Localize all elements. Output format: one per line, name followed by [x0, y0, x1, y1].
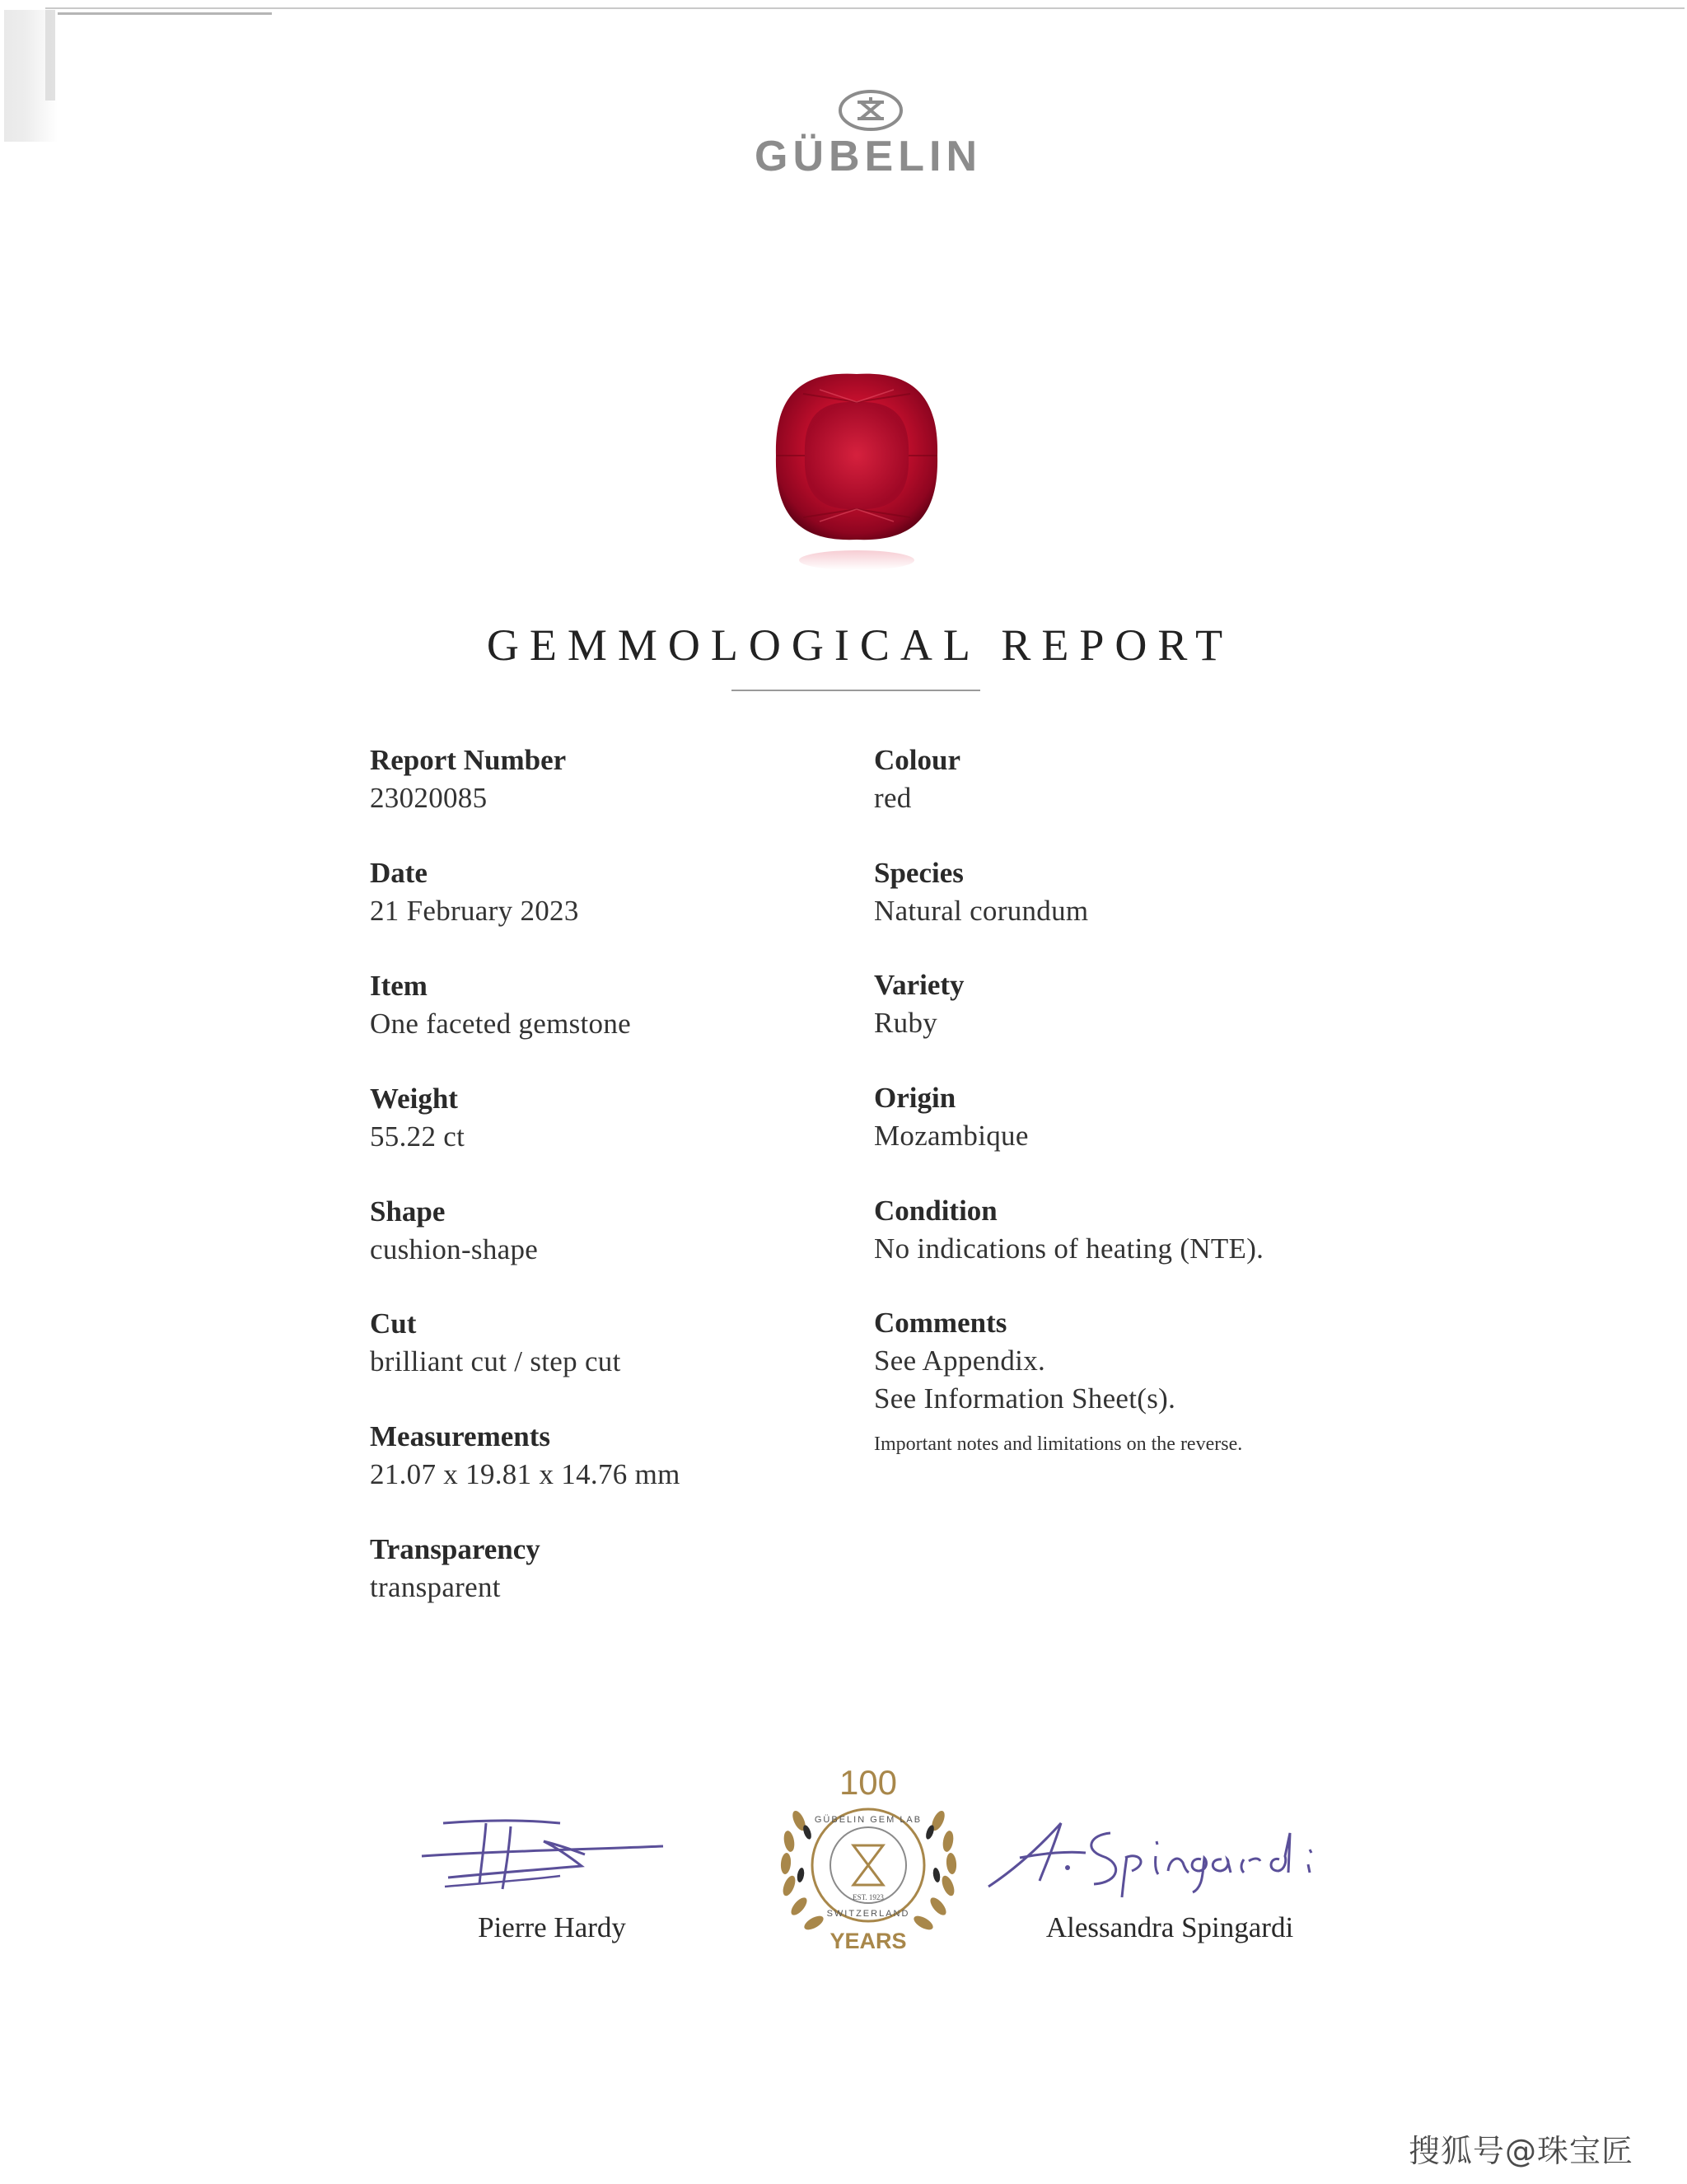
source-watermark: 搜狐号@珠宝匠 — [1409, 2133, 1634, 2169]
field-value: transparent — [370, 1571, 501, 1603]
field-label: Colour — [874, 744, 960, 776]
field-value-second-line: See Information Sheet(s). — [874, 1382, 1176, 1415]
field-value: Ruby — [874, 1007, 938, 1039]
field-transparency — [370, 1531, 540, 1606]
field-comments — [874, 1304, 1175, 1418]
field-value: 55.22 ct — [370, 1120, 465, 1153]
field-label: Transparency — [370, 1533, 540, 1565]
field-label: Weight — [370, 1083, 458, 1115]
important-notes: Important notes and limitations on the reverse. — [874, 1433, 1243, 1455]
field-date — [370, 854, 579, 930]
field-value: brilliant cut / step cut — [370, 1345, 621, 1377]
field-label: Condition — [874, 1195, 998, 1227]
field-value: One faceted gemstone — [370, 1008, 631, 1040]
field-value: Natural corundum — [874, 895, 1089, 927]
field-label: Species — [874, 857, 964, 889]
field-value: red — [874, 782, 912, 814]
brand-logo-text: GÜBELIN — [755, 133, 982, 180]
field-weight — [370, 1080, 465, 1156]
scan-corner-fold — [45, 10, 55, 101]
seal-ring-text: GÜBELIN GEM LAB — [814, 1815, 923, 1825]
field-label: Comments — [874, 1307, 1007, 1339]
signature-alessandra-spingardi — [987, 1817, 1353, 1899]
seal-ring-text-bottom: SWITZERLAND — [826, 1909, 910, 1919]
field-label: Cut — [370, 1307, 417, 1340]
field-cut — [370, 1305, 621, 1381]
field-shape — [370, 1193, 538, 1269]
field-item — [370, 967, 631, 1043]
signatory-left-name: Pierre Hardy — [478, 1911, 626, 1943]
scan-edge-line — [45, 7, 1685, 9]
seal-number: 100 — [839, 1763, 898, 1802]
field-label: Origin — [874, 1082, 956, 1114]
field-condition — [874, 1192, 1264, 1268]
field-label: Measurements — [370, 1420, 551, 1452]
seal-est: EST. 1923 — [853, 1893, 884, 1901]
title-divider — [731, 690, 980, 691]
field-label: Variety — [874, 969, 965, 1001]
field-label: Shape — [370, 1195, 446, 1228]
field-colour — [874, 741, 960, 817]
field-value: 21.07 x 19.81 x 14.76 mm — [370, 1458, 680, 1490]
seal-years: YEARS — [829, 1929, 907, 1953]
field-label: Item — [370, 970, 428, 1002]
signatory-right-name: Alessandra Spingardi — [1045, 1911, 1294, 1943]
field-measurements — [370, 1418, 680, 1494]
field-value: See Appendix. — [874, 1345, 1046, 1377]
field-report-number — [370, 741, 566, 817]
field-value: No indications of heating (NTE). — [874, 1232, 1264, 1265]
ruby-gemstone-image — [770, 369, 943, 577]
field-label: Report Number — [370, 744, 567, 776]
field-value: 23020085 — [370, 782, 488, 814]
field-value: cushion-shape — [370, 1233, 539, 1265]
report-title: GEMMOLOGICAL REPORT — [486, 620, 1234, 670]
scan-edge-mark — [49, 12, 272, 15]
field-label: Date — [370, 857, 428, 889]
field-value: Mozambique — [874, 1120, 1029, 1152]
signature-pierre-hardy — [420, 1808, 667, 1899]
field-origin — [874, 1079, 1029, 1155]
field-value: 21 February 2023 — [370, 895, 579, 927]
centenary-seal-icon — [768, 1763, 970, 1957]
field-variety — [874, 966, 965, 1042]
gubelin-logo-icon — [838, 89, 904, 132]
field-species — [874, 854, 1088, 930]
